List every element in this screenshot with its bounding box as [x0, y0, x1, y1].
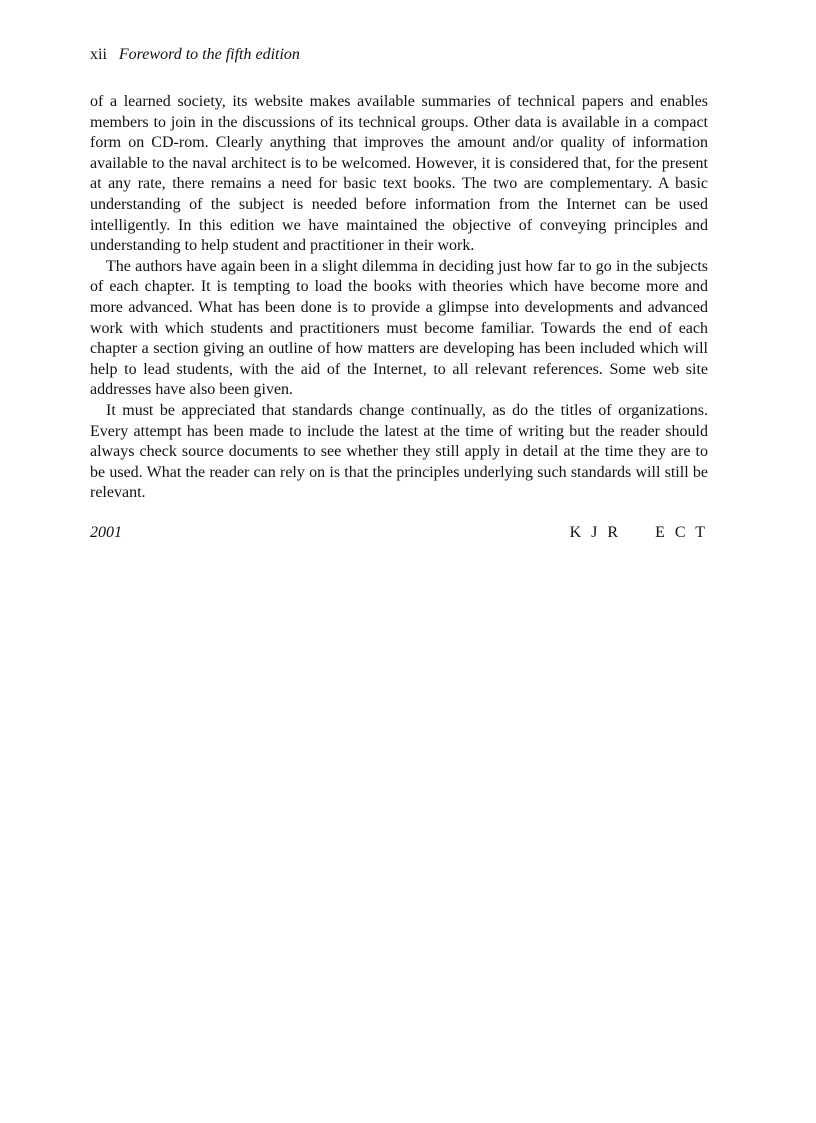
running-head: [90, 44, 708, 66]
author-initials-first: K J R: [569, 523, 622, 541]
page-number: xii: [90, 46, 107, 63]
running-title: Foreword to the fifth edition: [118, 46, 300, 63]
signoff: [90, 522, 708, 544]
paragraph: The authors have again been in a slight dilemma in deciding just how far to go in the subjects of each chapter. It is tempting to load the books with theories which have become more and more advanced. What has been done is to provide a glimpse into developments and advanced work with which students and practitioners must become familiar. Towards the end of each chapter a section giving an outline of how matters are developing has been included which will help to lead students, with the aid of the Internet, to all relevant references. Some web site addresses have also been given.: [90, 257, 708, 399]
author-initials: [570, 522, 708, 544]
author-initials-second: E C T: [655, 523, 708, 541]
paragraph: It must be appreciated that standards change continually, as do the titles of organizations. Every attempt has been made to include the latest at the time of writing but the reader should always check source documents to see whether they still apply in detail at the time they are to be used. What the reader can rely on is that the principles underlying such standards will still be relevant.: [90, 401, 708, 502]
book-page: [90, 44, 708, 544]
paragraph-continued: of a learned society, its website makes available summaries of technical papers and enables members to join in the discussions of its technical groups. Other data is available in a compact form on CD-rom. Clearly anything that improves the amount and/or quality of information available to the naval architect is to be welcomed. However, it is considered that, for the present at any rate, there remains a need for basic text books. The two are complementary. A basic understanding of the subject is needed before information from the Internet can be used intelligently. In this edition we have maintained the objective of conveying principles and understanding to help student and practitioner in their work.: [90, 93, 708, 255]
body-text: [90, 92, 708, 504]
signoff-date: 2001: [90, 523, 122, 541]
